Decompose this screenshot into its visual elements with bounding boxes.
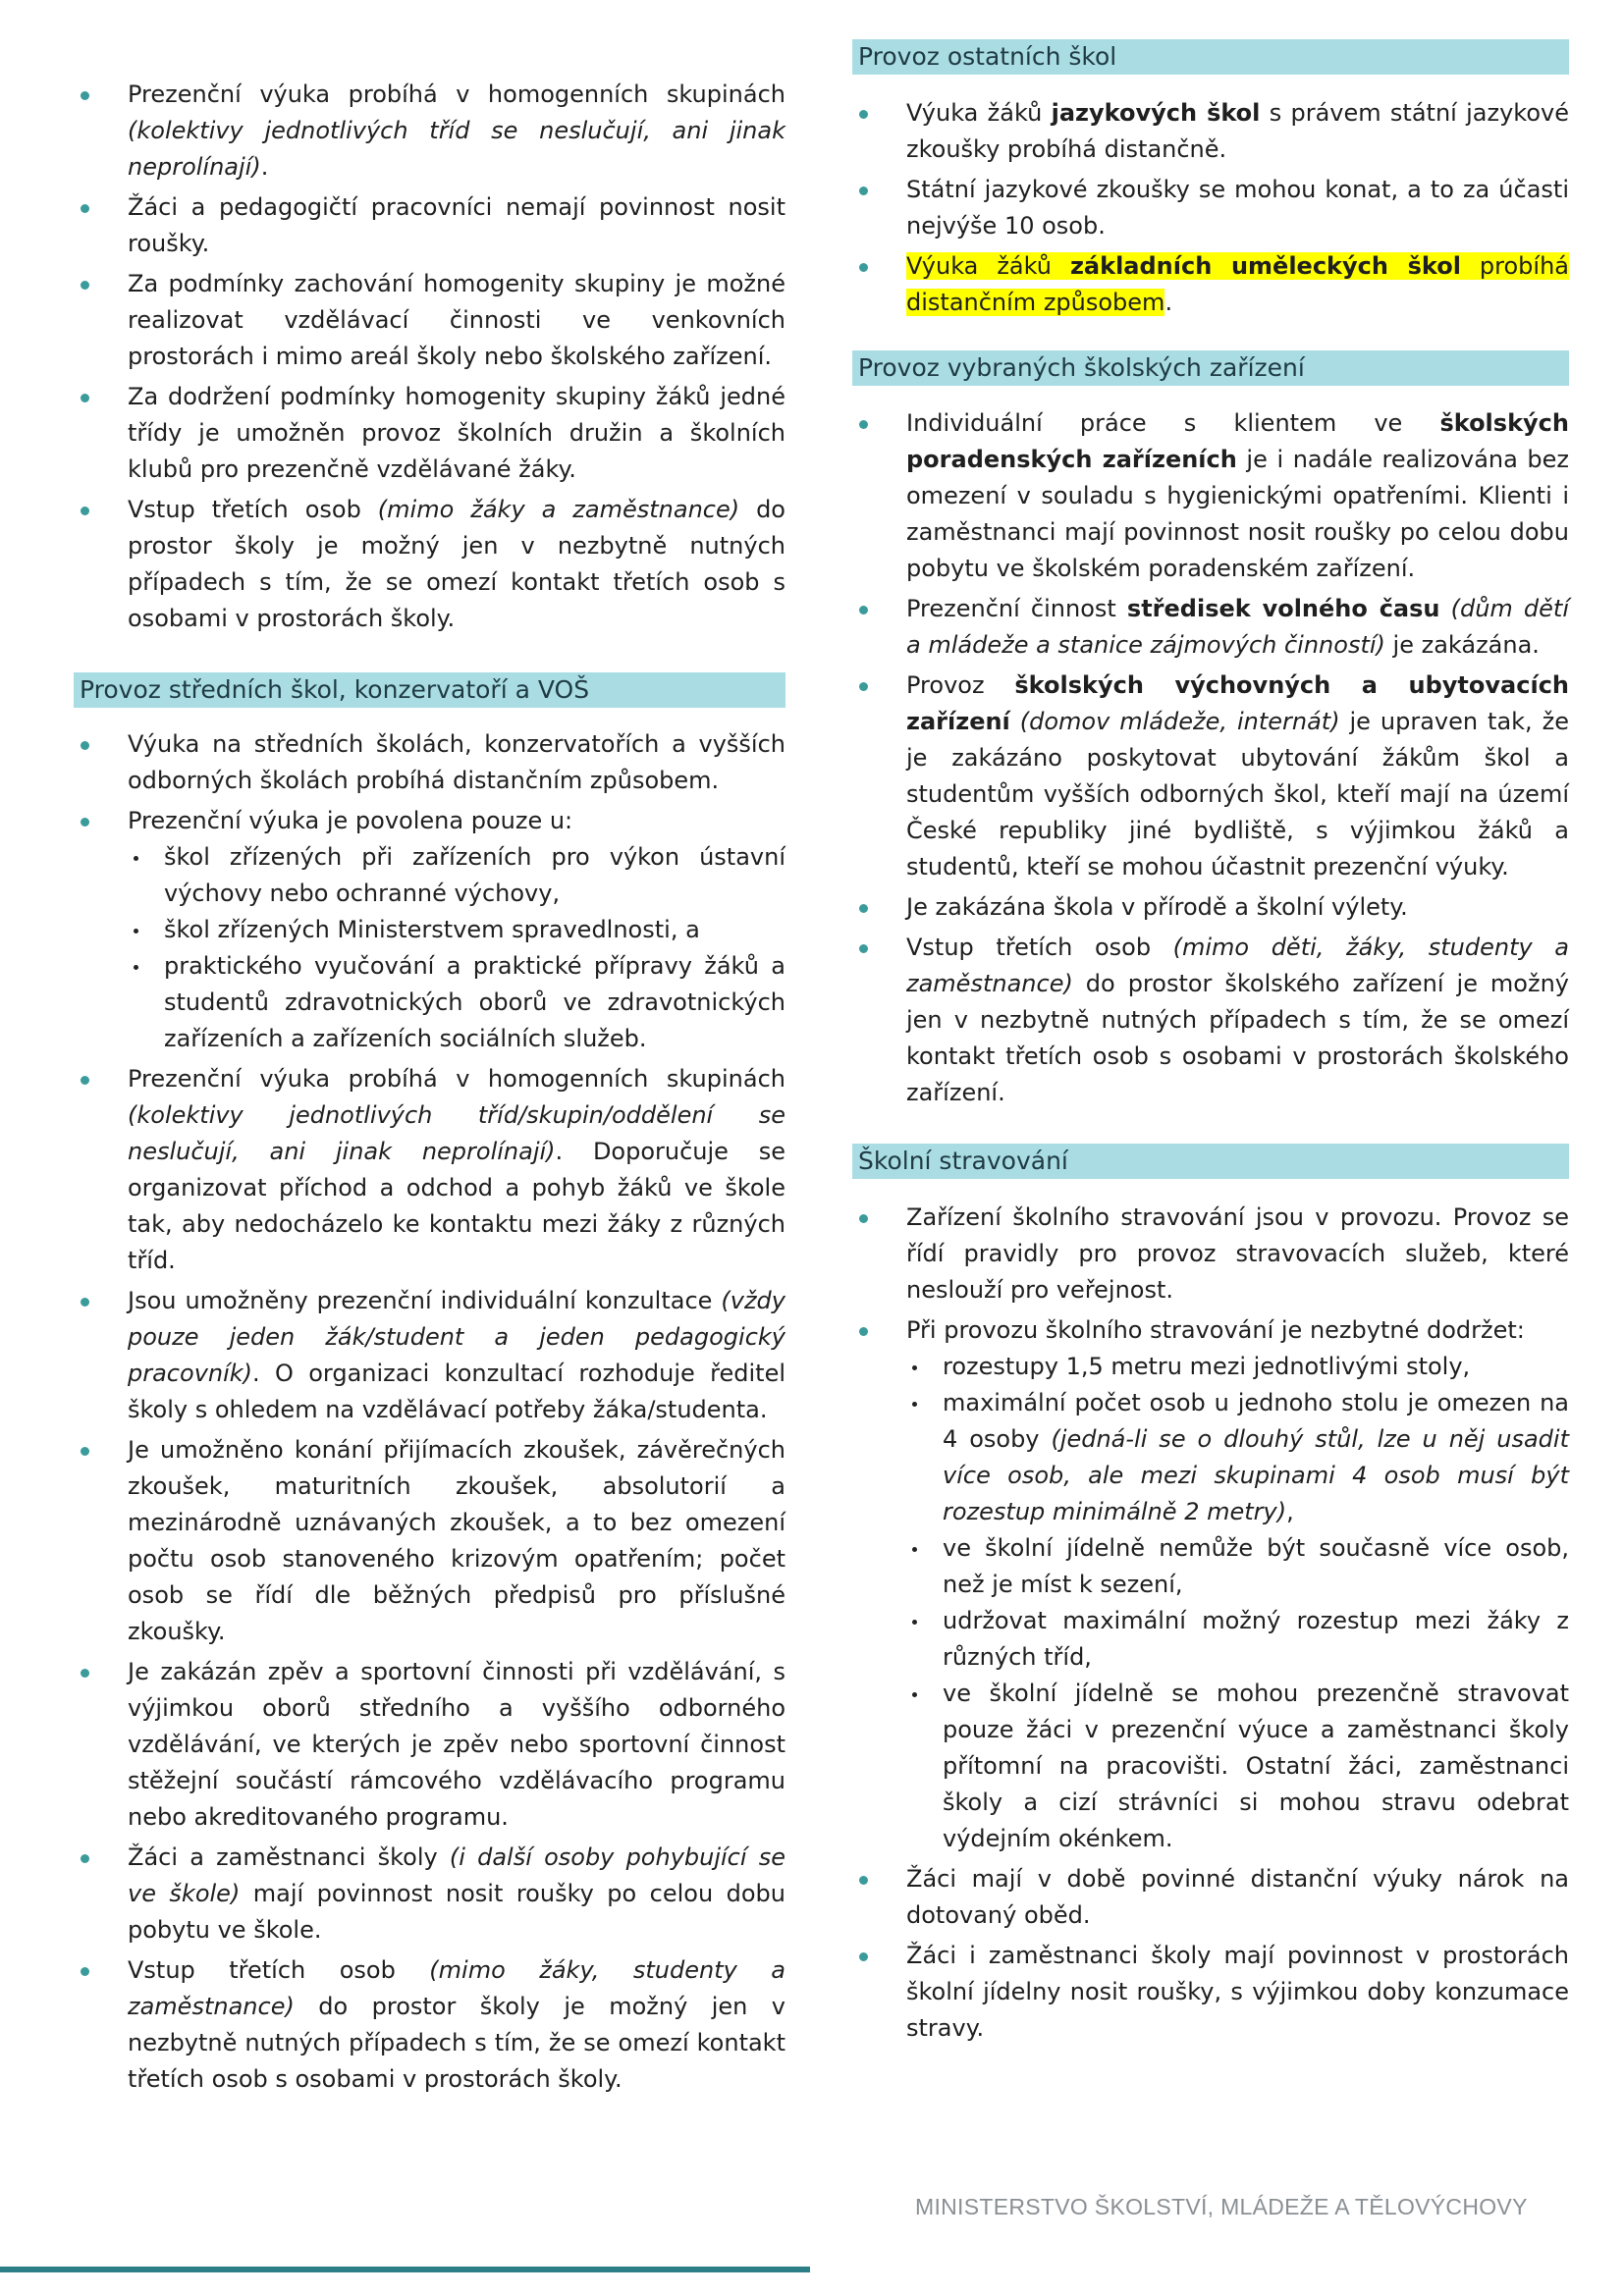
list-item: Prezenční výuka probíhá v homogenních skupinách (kolektivy jednotlivých tříd/skupin/oddělení se neslučují, ani jinak neprolínají). Doporučuje se organizovat příchod a odchod a pohyb žáků ve škole tak, aby nedocházelo ke kontaktu mezi žáky z různých tříd. [74, 1061, 785, 1279]
list-item: Prezenční činnost středisek volného času (dům dětí a mládeže a stanice zájmových činností) je zakázána. [852, 591, 1569, 664]
other-schools-list [852, 95, 1569, 325]
section-heading-other-schools: Provoz ostatních škol [852, 39, 1569, 75]
list-item: Při provozu školního stravování je nezbytné dodržet: rozestupy 1,5 metru mezi jednotlivými stoly, maximální počet osob u jednoho stolu je omezen na 4 osoby (jedná-li se o dlouhý stůl, lze u něj usadit více osob, ale mezi skupinami 4 osob musí být rozestup minimálně 2 metry), ve školní jídelně nemůže být současně více osob, než je míst k sezení, udržovat maximální možný rozestup mezi žáky z různých tříd, ve školní jídelně se mohou prezenčně stravovat pouze žáci v prezenční výuce a zaměstnanci školy přítomní na pracovišti. Ostatní žáci, zaměstnanci školy a cizí strávníci si mohou stravu odebrat výdejním okénkem. [852, 1312, 1569, 1857]
list-item: Vstup třetích osob (mimo žáky, studenty a zaměstnance) do prostor školy je možný jen v nezbytně nutných případech s tím, že se omezí kontakt třetích osob s osobami v prostorách školy. [74, 1952, 785, 2098]
list-item: Za podmínky zachování homogenity skupiny je možné realizovat vzdělávací činnosti ve venkovních prostorách i mimo areál školy nebo školského zařízení. [74, 266, 785, 375]
list-item: Prezenční výuka probíhá v homogenních skupinách (kolektivy jednotlivých tříd se neslučují, ani jinak neprolínají). [74, 77, 785, 186]
sub-list-item: ve školní jídelně se mohou prezenčně stravovat pouze žáci v prezenční výuce a zaměstnanci školy přítomní na pracovišti. Ostatní žáci, zaměstnanci školy a cizí strávníci si mohou stravu odebrat výdejním okénkem. [906, 1676, 1569, 1857]
list-item: Výuka na středních školách, konzervatořích a vyšších odborných školách probíhá distančním způsobem. [74, 726, 785, 799]
list-item: Žáci a pedagogičtí pracovníci nemají povinnost nosit roušky. [74, 189, 785, 262]
school-facilities-list [852, 405, 1569, 1115]
school-catering-list [852, 1200, 1569, 2051]
list-item: Jsou umožněny prezenční individuální konzultace (vždy pouze jeden žák/student a jeden pedagogický pracovník). O organizaci konzultací rozhoduje ředitel školy s ohledem na vzdělávací potřeby žáka/studenta. [74, 1283, 785, 1428]
sub-list-item: škol zřízených při zařízeních pro výkon ústavní výchovy nebo ochranné výchovy, [128, 839, 785, 912]
secondary-schools-list [74, 726, 785, 2102]
section-heading-secondary-schools: Provoz středních škol, konzervatoří a VOŠ [74, 672, 785, 708]
list-item: Prezenční výuka je povolena pouze u: škol zřízených při zařízeních pro výkon ústavní výchovy nebo ochranné výchovy, škol zřízených Ministerstvem spravedlnosti, a praktického vyučování a praktické přípravy žáků a studentů zdravotnických oborů ve zdravotnických zařízeních a zařízeních sociálních služeb. [74, 803, 785, 1057]
footer-ministry-name: MINISTERSTVO ŠKOLSTVÍ, MLÁDEŽE A TĚLOVÝCHOVY [915, 2194, 1528, 2219]
list-item: Je zakázán zpěv a sportovní činnosti při vzdělávání, s výjimkou oborů středního a vyššího odborného vzdělávání, ve kterých je zpěv nebo sportovní činnost stěžejní součástí rámcového vzdělávacího programu nebo akreditovaného programu. [74, 1654, 785, 1836]
list-item: Zařízení školního stravování jsou v provozu. Provoz se řídí pravidly pro provoz stravovacích služeb, které neslouží pro veřejnost. [852, 1200, 1569, 1308]
list-item: Výuka žáků jazykových škol s právem státní jazykové zkoušky probíhá distančně. [852, 95, 1569, 168]
list-item: Individuální práce s klientem ve školských poradenských zařízeních je i nadále realizována bez omezení v souladu s hygienickými opatřeními. Klienti i zaměstnanci mají povinnost nosit roušky po celou dobu pobytu ve školském poradenském zařízení. [852, 405, 1569, 587]
list-item: Žáci mají v době povinné distanční výuky nárok na dotovaný oběd. [852, 1861, 1569, 1934]
sub-list [128, 839, 785, 1057]
list-item: Vstup třetích osob (mimo děti, žáky, studenty a zaměstnance) do prostor školského zařízení je možný jen v nezbytně nutných případech s tím, že se omezí kontakt třetích osob s osobami v prostorách školského zařízení. [852, 930, 1569, 1111]
list-item: Výuka žáků základních uměleckých škol probíhá distančním způsobem. [852, 248, 1569, 321]
list-item: Je umožněno konání přijímacích zkoušek, závěrečných zkoušek, maturitních zkoušek, absolutorií a mezinárodně uznávaných zkoušek, a to bez omezení počtu osob stanoveného krizovým opatřením; počet osob se řídí dle běžných předpisů pro příslušné zkoušky. [74, 1432, 785, 1650]
highlighted-text: Výuka žáků základních uměleckých škol probíhá distančním způsobem [906, 252, 1569, 316]
list-item: Vstup třetích osob (mimo žáky a zaměstnance) do prostor školy je možný jen v nezbytně nutných případech s tím, že se omezí kontakt třetích osob s osobami v prostorách školy. [74, 492, 785, 637]
sub-list-item: ve školní jídelně nemůže být současně více osob, než je míst k sezení, [906, 1530, 1569, 1603]
sub-list-item: maximální počet osob u jednoho stolu je omezen na 4 osoby (jedná-li se o dlouhý stůl, lze u něj usadit více osob, ale mezi skupinami 4 osob musí být rozestup minimálně 2 metry), [906, 1385, 1569, 1530]
left-intro-list [74, 77, 785, 641]
sub-list [906, 1349, 1569, 1857]
list-item: Provoz školských výchovných a ubytovacích zařízení (domov mládeže, internát) je upraven tak, že je zakázáno poskytovat ubytování žákům škol a studentům vyšších odborných škol, kteří mají na území České republiky jiné bydliště, s výjimkou žáků a studentů, kteří se mohou účastnit prezenční výuky. [852, 667, 1569, 885]
list-item: Žáci a zaměstnanci školy (i další osoby pohybující se ve škole) mají povinnost nosit roušky po celou dobu pobytu ve škole. [74, 1840, 785, 1949]
list-item: Žáci i zaměstnanci školy mají povinnost v prostorách školní jídelny nosit roušky, s výjimkou doby konzumace stravy. [852, 1938, 1569, 2047]
sub-list-item: praktického vyučování a praktické přípravy žáků a studentů zdravotnických oborů ve zdravotnických zařízeních a zařízeních sociálních služeb. [128, 948, 785, 1057]
sub-list-item: udržovat maximální možný rozestup mezi žáky z různých tříd, [906, 1603, 1569, 1676]
section-heading-school-facilities: Provoz vybraných školských zařízení [852, 350, 1569, 386]
sub-list-item: rozestupy 1,5 metru mezi jednotlivými stoly, [906, 1349, 1569, 1385]
list-item: Je zakázána škola v přírodě a školní výlety. [852, 889, 1569, 926]
list-item: Státní jazykové zkoušky se mohou konat, a to za účasti nejvýše 10 osob. [852, 172, 1569, 244]
section-heading-school-catering: Školní stravování [852, 1144, 1569, 1179]
footer-divider [0, 2267, 810, 2272]
sub-list-item: škol zřízených Ministerstvem spravedlnosti, a [128, 912, 785, 948]
list-item: Za dodržení podmínky homogenity skupiny žáků jedné třídy je umožněn provoz školních družin a školních klubů pro prezenčně vzdělávané žáky. [74, 379, 785, 488]
